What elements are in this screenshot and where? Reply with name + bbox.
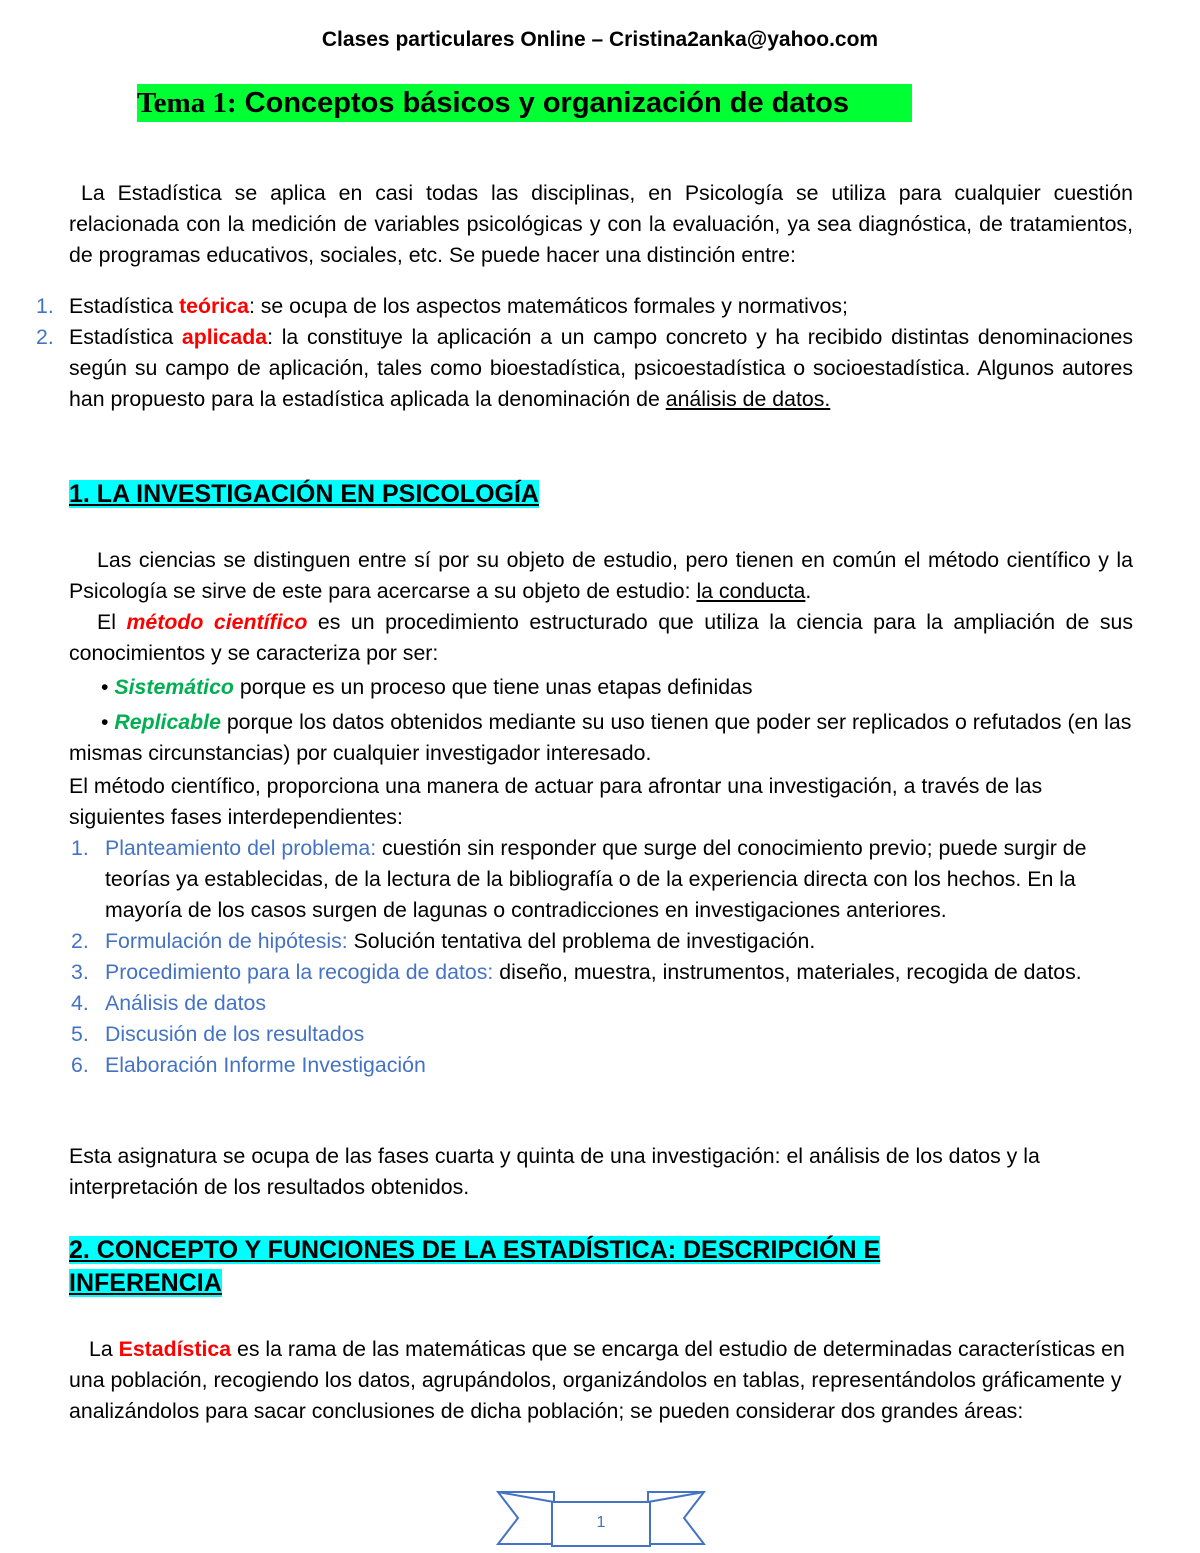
section-heading-2-part-a: 2. CONCEPTO Y FUNCIONES DE LA ESTADÍSTICA: — [69, 1236, 677, 1264]
phase-name: Planteamiento del problema: — [105, 836, 377, 860]
phase-name: Elaboración Informe Investigación — [105, 1053, 426, 1077]
phase-item — [71, 957, 1135, 988]
phase-number: 6. — [71, 1053, 89, 1077]
list-item-pre: Estadística — [69, 294, 180, 318]
phase-name: Procedimiento para la recogida de datos: — [105, 960, 494, 984]
phase-name: Formulación de hipótesis: — [105, 929, 348, 953]
page-number: 1 — [596, 1514, 606, 1531]
phase-number: 1. — [71, 836, 89, 860]
phase-description: Solución tentativa del problema de investigación. — [347, 929, 816, 953]
page-header: Clases particulares Online – Cristina2anka@yahoo.com — [321, 28, 879, 51]
title-text: Conceptos básicos y organización de datos — [236, 87, 849, 119]
underlined-term: la conducta — [696, 579, 806, 603]
phase-item — [71, 988, 1135, 1019]
paragraph-text: es la rama de las matemáticas que se encarga del estudio de determinadas características en una población, recogiendo los datos, agrupándolos, organizándolos en tablas, representándolos gráficamente y analizándolos para sacar conclusiones de dicha población; se pueden considerar dos grandes áreas: — [69, 1337, 1125, 1423]
list-item-pre: Estadística — [69, 325, 182, 349]
bullet-icon: • — [101, 710, 109, 734]
section-heading-2-part-b: DESCRIPCIÓN E INFERENCIA — [69, 1236, 881, 1297]
intro-paragraph: La Estadística se aplica en casi todas las disciplinas, en Psicología se utiliza para cualquier cuestión relacionada con la medición de variables psicológicas y con la evaluación, ya sea diagnóstica, de tratamientos, de programas educativos, sociales, etc. Se puede hacer una distinción entre: — [69, 181, 1133, 267]
section1-paragraph-2 — [69, 607, 1133, 669]
paragraph-text: El — [97, 610, 127, 634]
list-number: 2. — [36, 325, 54, 349]
section-heading-1 — [69, 478, 539, 511]
phase-item — [71, 1050, 1135, 1081]
section1-paragraph-3: El método científico, proporciona una manera de actuar para afrontar una investigación, a través de las siguientes fases interdependientes: — [69, 774, 1043, 829]
keyword-sistematico: Sistemático — [114, 675, 234, 699]
phase-description: diseño, muestra, instrumentos, materiales, recogida de datos. — [493, 960, 1082, 984]
phase-number: 4. — [71, 991, 89, 1015]
phase-number: 3. — [71, 960, 89, 984]
title-label: Tema 1: — [137, 87, 237, 119]
section-heading-2 — [69, 1234, 1029, 1300]
keyword-estadistica: Estadística — [118, 1337, 232, 1361]
list-item-post: : la constituye la aplicación a un campo concreto y ha recibido distintas denominaciones según su campo de aplicación, tales como bioestadística, psicoestadística o socioestadística. Algunos autores han propuesto para la estadística aplicada la denominación de — [69, 325, 1133, 411]
section1-paragraph-4: Esta asignatura se ocupa de las fases cuarta y quinta de una investigación: el análisis de los datos y la interpretación de los resultados obtenidos. — [69, 1144, 1040, 1199]
keyword-aplicada: aplicada — [181, 325, 268, 349]
keyword-teorica: teórica — [179, 294, 249, 318]
phase-item — [71, 1019, 1135, 1050]
phase-item — [71, 833, 1135, 926]
bullet-icon: • — [101, 675, 109, 699]
list-item-teorica — [69, 291, 1133, 322]
phase-name: Discusión de los resultados — [105, 1022, 365, 1046]
paragraph-text: es un procedimiento estructurado que utiliza la ciencia para la ampliación de sus conocimientos y se caracteriza por ser: — [69, 610, 1133, 665]
underlined-term: análisis de datos. — [665, 387, 831, 411]
section1-paragraph-1 — [69, 545, 1133, 607]
list-item-aplicada — [69, 322, 1133, 415]
phases-list — [71, 833, 1135, 1081]
keyword-replicable: Replicable — [114, 710, 221, 734]
keyword-metodo-cientifico: método científico — [126, 610, 308, 634]
section2-paragraph-1 — [69, 1334, 1129, 1427]
phase-number: 2. — [71, 929, 89, 953]
paragraph-text: La — [89, 1337, 119, 1361]
document-title — [137, 84, 912, 122]
bullet-text: porque es un proceso que tiene unas etapas definidas — [233, 675, 753, 699]
bullet-text: porque los datos obtenidos mediante su uso tienen que poder ser replicados o refutados (en las mismas circunstancias) por cualquier investigador interesado. — [69, 710, 1132, 765]
section-heading-1-text: 1. LA INVESTIGACIÓN EN PSICOLOGÍA — [69, 480, 539, 508]
page-number-ribbon — [496, 1488, 706, 1548]
phase-item — [71, 926, 1135, 957]
bullet-item-replicable — [69, 707, 1133, 769]
list-number: 1. — [36, 294, 54, 318]
bullet-item-sistematico — [101, 672, 1133, 703]
paragraph-text: Las ciencias se distinguen entre sí por su objeto de estudio, pero tienen en común el método científico y la Psicología se sirve de este para acercarse a su objeto de estudio: — [69, 548, 1133, 603]
phase-description: cuestión sin responder que surge del conocimiento previo; puede surgir de teorías ya establecidas, de la lectura de la bibliografía o de la experiencia directa con los hechos. En la mayoría de los casos surgen de lagunas o contradicciones en investigaciones anteriores. — [105, 836, 1087, 922]
phase-name: Análisis de datos — [105, 991, 267, 1015]
list-item-post: : se ocupa de los aspectos matemáticos formales y normativos; — [248, 294, 848, 318]
paragraph-text: . — [805, 579, 812, 603]
phase-number: 5. — [71, 1022, 89, 1046]
